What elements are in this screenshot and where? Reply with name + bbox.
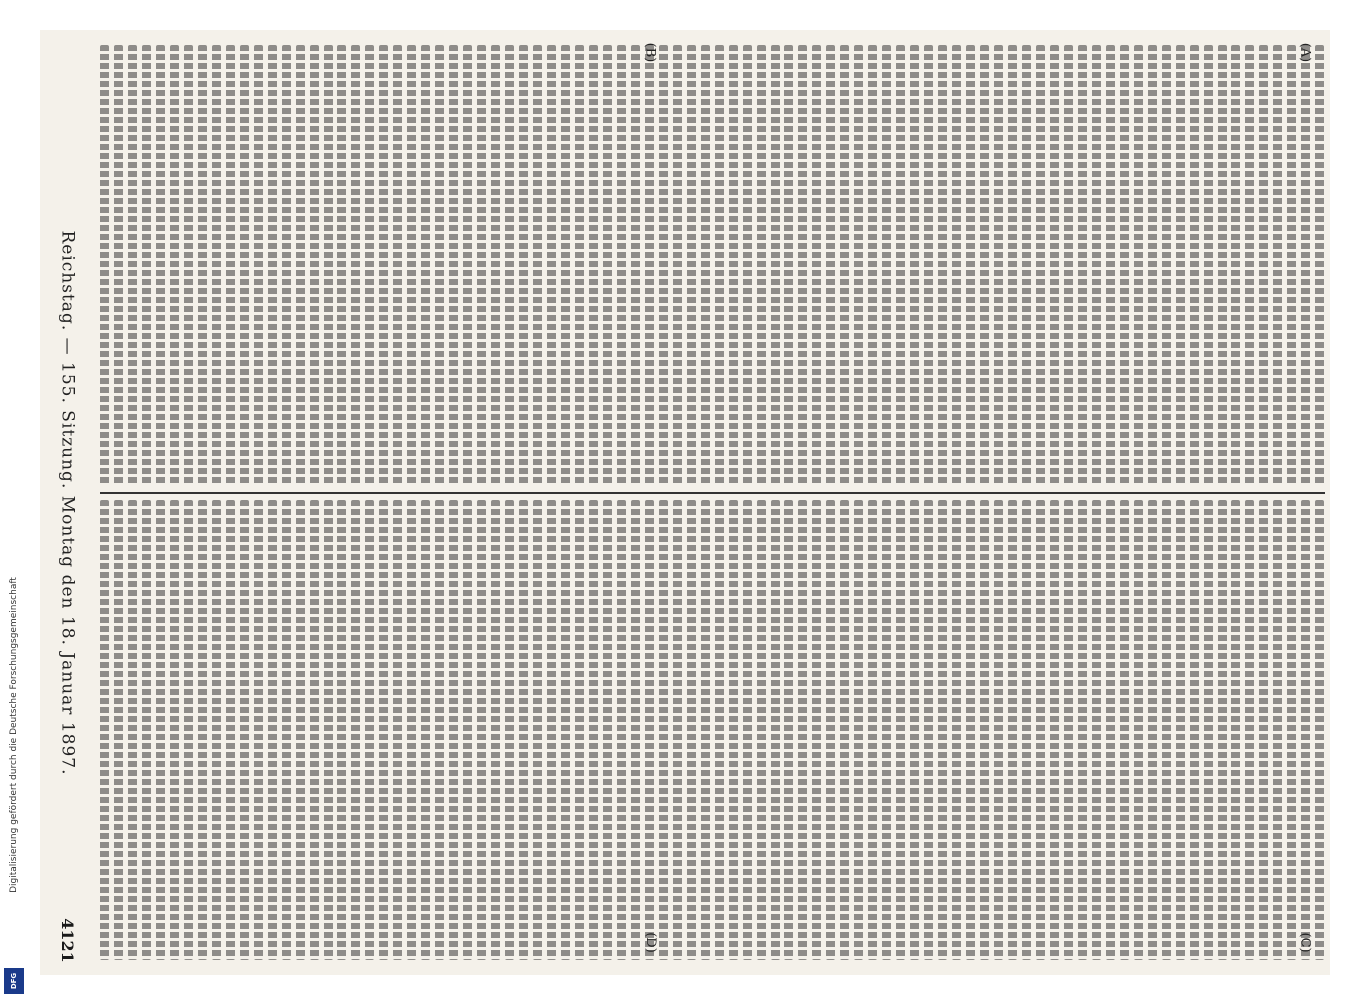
text-line (882, 45, 891, 485)
text-line (1176, 45, 1185, 485)
text-line (128, 500, 137, 960)
text-line (240, 45, 249, 485)
text-line (938, 500, 947, 960)
text-line (324, 45, 333, 485)
text-line (757, 500, 766, 960)
text-line (393, 500, 402, 960)
text-line (1301, 45, 1310, 485)
margin-marker-d-text: (D) (642, 932, 658, 953)
text-line (254, 500, 263, 960)
text-line (784, 500, 793, 960)
text-line (743, 500, 752, 960)
text-line (156, 45, 165, 485)
text-line (170, 500, 179, 960)
credit-text: Digitalisierung gefördert durch die Deutsche Forschungsgemeinschaft (9, 577, 20, 893)
text-line (268, 45, 277, 485)
text-line (952, 500, 961, 960)
text-line (1008, 500, 1017, 960)
text-line (379, 500, 388, 960)
text-line (519, 500, 528, 960)
text-line (1106, 500, 1115, 960)
text-line (840, 45, 849, 485)
text-line (100, 45, 109, 485)
text-line (1287, 45, 1296, 485)
text-line (854, 500, 863, 960)
text-line (463, 500, 472, 960)
text-line (631, 500, 640, 960)
text-line (449, 500, 458, 960)
text-line (798, 500, 807, 960)
text-line (365, 45, 374, 485)
margin-marker-b (640, 42, 660, 63)
text-line (840, 500, 849, 960)
text-line (198, 500, 207, 960)
text-line (421, 500, 430, 960)
text-line (505, 500, 514, 960)
text-line (603, 500, 612, 960)
text-line (1315, 500, 1324, 960)
text-line (491, 500, 500, 960)
margin-marker-b-text: (B) (642, 42, 658, 63)
text-line (729, 45, 738, 485)
text-line (449, 45, 458, 485)
text-line (771, 45, 780, 485)
text-line (310, 45, 319, 485)
text-line (882, 500, 891, 960)
text-line (505, 45, 514, 485)
margin-marker-c (1295, 932, 1315, 953)
text-line (212, 500, 221, 960)
text-line (1190, 45, 1199, 485)
text-line (1022, 500, 1031, 960)
text-line (701, 500, 710, 960)
text-line (1273, 45, 1282, 485)
text-line (477, 45, 486, 485)
text-line (729, 500, 738, 960)
text-line (603, 45, 612, 485)
text-line (1050, 500, 1059, 960)
text-line (351, 500, 360, 960)
text-line (226, 500, 235, 960)
text-line (812, 45, 821, 485)
text-line (142, 45, 151, 485)
text-line (924, 500, 933, 960)
text-line (659, 500, 668, 960)
text-line (240, 500, 249, 960)
page-title: Reichstag. — 155. Sitzung. Montag den 18. Januar 1897. (57, 229, 78, 776)
text-line (1092, 45, 1101, 485)
text-line (1050, 45, 1059, 485)
text-line (757, 45, 766, 485)
text-line (1231, 500, 1240, 960)
text-line (1148, 500, 1157, 960)
text-line (393, 45, 402, 485)
margin-marker-d (640, 932, 661, 953)
text-line (463, 45, 472, 485)
text-line (379, 45, 388, 485)
text-line (268, 500, 277, 960)
text-line (1301, 500, 1310, 960)
text-line (282, 45, 291, 485)
text-line (910, 45, 919, 485)
text-line (575, 500, 584, 960)
text-line (673, 500, 682, 960)
text-line (798, 45, 807, 485)
text-line (1064, 45, 1073, 485)
text-line (310, 500, 319, 960)
margin-marker-a-text: (A) (1297, 42, 1313, 63)
text-line (547, 500, 556, 960)
text-line (421, 45, 430, 485)
margin-marker-a (1295, 42, 1315, 63)
text-line (924, 45, 933, 485)
text-line (896, 500, 905, 960)
text-line (1162, 45, 1171, 485)
text-line (1259, 500, 1268, 960)
text-line (477, 500, 486, 960)
text-line (114, 500, 123, 960)
text-line (1148, 45, 1157, 485)
text-line (407, 45, 416, 485)
text-line (1190, 500, 1199, 960)
text-line (673, 45, 682, 485)
text-line (1315, 45, 1324, 485)
text-line (198, 45, 207, 485)
text-line (994, 500, 1003, 960)
text-line (1176, 500, 1185, 960)
text-line (128, 45, 137, 485)
text-line (324, 500, 333, 960)
text-line (1204, 500, 1213, 960)
text-line (645, 500, 654, 960)
text-line (1245, 45, 1254, 485)
text-line (1134, 45, 1143, 485)
text-line (980, 500, 989, 960)
text-line (296, 45, 305, 485)
text-line (910, 500, 919, 960)
text-line (589, 45, 598, 485)
text-line (826, 500, 835, 960)
text-line (1120, 500, 1129, 960)
text-line (1092, 500, 1101, 960)
text-line (491, 45, 500, 485)
text-line (435, 45, 444, 485)
text-line (631, 45, 640, 485)
text-line (659, 45, 668, 485)
text-line (645, 45, 654, 485)
text-column-right (100, 500, 1325, 960)
text-line (170, 45, 179, 485)
text-line (407, 500, 416, 960)
text-line (1218, 45, 1227, 485)
text-line (533, 45, 542, 485)
dfg-logo (4, 968, 24, 994)
text-line (617, 45, 626, 485)
text-line (351, 45, 360, 485)
text-line (337, 500, 346, 960)
text-lines (100, 500, 1325, 960)
dfg-logo-text: DFG (10, 972, 18, 990)
text-line (282, 500, 291, 960)
text-line (1022, 45, 1031, 485)
text-line (994, 45, 1003, 485)
text-line (1259, 45, 1268, 485)
text-line (1120, 45, 1129, 485)
text-line (687, 500, 696, 960)
text-line (1162, 500, 1171, 960)
text-line (226, 45, 235, 485)
text-line (1036, 500, 1045, 960)
digitization-credit (0, 0, 28, 1000)
text-line (715, 45, 724, 485)
text-line (1008, 45, 1017, 485)
text-line (142, 500, 151, 960)
text-line (547, 45, 556, 485)
text-line (184, 500, 193, 960)
text-line (589, 500, 598, 960)
text-line (1245, 500, 1254, 960)
text-line (687, 45, 696, 485)
text-line (184, 45, 193, 485)
text-line (812, 500, 821, 960)
text-line (854, 45, 863, 485)
text-line (100, 500, 109, 960)
text-line (1078, 45, 1087, 485)
text-line (966, 45, 975, 485)
page-number-text: 4121 (58, 917, 77, 963)
text-line (561, 45, 570, 485)
column-divider (100, 492, 1325, 494)
text-line (980, 45, 989, 485)
text-line (1231, 45, 1240, 485)
text-line (365, 500, 374, 960)
text-line (519, 45, 528, 485)
text-line (533, 500, 542, 960)
text-line (952, 45, 961, 485)
text-line (1036, 45, 1045, 485)
text-line (575, 45, 584, 485)
text-line (938, 45, 947, 485)
text-line (743, 45, 752, 485)
text-line (337, 45, 346, 485)
text-line (715, 500, 724, 960)
text-line (212, 45, 221, 485)
text-line (156, 500, 165, 960)
text-line (1064, 500, 1073, 960)
text-line (896, 45, 905, 485)
text-line (435, 500, 444, 960)
text-line (826, 45, 835, 485)
text-line (868, 500, 877, 960)
text-line (868, 45, 877, 485)
text-line (966, 500, 975, 960)
text-line (1204, 45, 1213, 485)
text-line (1287, 500, 1296, 960)
page-header (40, 30, 95, 975)
text-line (701, 45, 710, 485)
text-line (1106, 45, 1115, 485)
text-line (561, 500, 570, 960)
text-line (1134, 500, 1143, 960)
margin-marker-c-text: (C) (1297, 932, 1313, 953)
text-line (296, 500, 305, 960)
newspaper-sheet (40, 30, 1330, 975)
text-line (771, 500, 780, 960)
text-line (617, 500, 626, 960)
text-lines (100, 42, 1325, 485)
text-line (254, 45, 263, 485)
text-line (1078, 500, 1087, 960)
text-column-left (100, 42, 1325, 485)
text-line (784, 45, 793, 485)
text-line (114, 45, 123, 485)
text-line (1218, 500, 1227, 960)
text-line (1273, 500, 1282, 960)
page-number (45, 910, 90, 970)
